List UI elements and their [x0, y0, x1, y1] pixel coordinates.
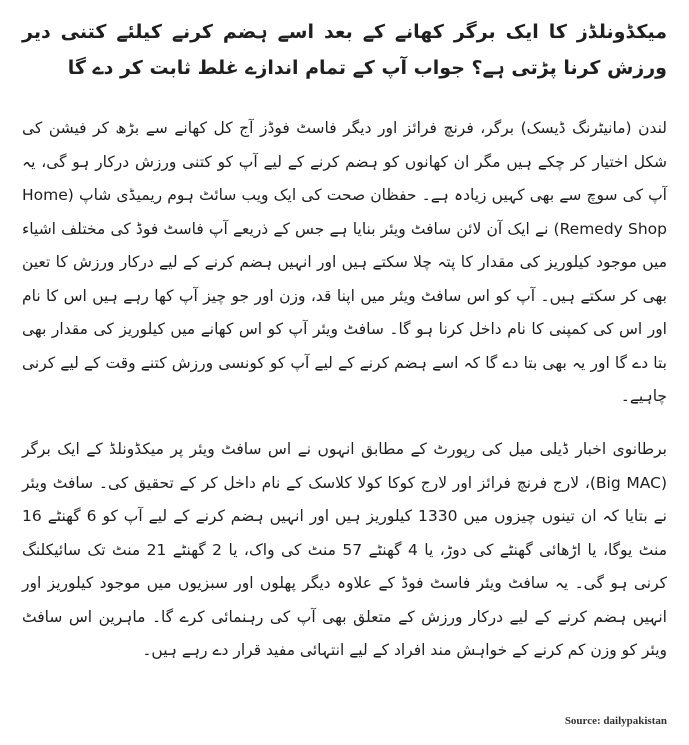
source-credit: Source: dailypakistan	[564, 715, 667, 727]
article-headline: میکڈونلڈز کا ایک برگر کھانے کے بعد اسے ہضم کرنے کیلئے کتنی دیر ورزش کرنا پڑتی ہے؟ جواب آپ کے تمام اندازے غلط ثابت کر دے گا	[22, 21, 667, 79]
article-paragraph-1: لندن (مانیٹرنگ ڈیسک) برگر، فرنچ فرائز اور دیگر فاسٹ فوڈز آج کل کھانے سے بڑھ کر فیشن کی شکل اختیار کر چکے ہیں مگر ان کھانوں کو ہضم کرنے کے لیے آپ کو کتنی ورزش درکار ہو گی، یہ آپ کی سوچ سے بھی کہیں زیادہ ہے۔ حفظان صحت کی ایک ویب سائٹ ہوم ریمیڈی شاپ (Home Remedy Shop) نے ایک آن لائن سافٹ ویئر بنایا ہے جس کے ذریعے آپ فاسٹ فوڈ کی مختلف اشیاء میں موجود کیلوریز کی مقدار کا پتہ چلا سکتے ہیں اور انہیں ہضم کرنے کے لیے درکار ورزش کا تعین بھی کر سکتے ہیں۔ آپ کو اس سافٹ ویئر میں اپنا قد، وزن اور جو چیز آپ کھا رہے ہیں اس کا نام اور اس کی کمپنی کا نام داخل کرنا ہو گا۔ سافٹ ویئر آپ کو اس کھانے میں کیلوریز کی مقدار بھی بتا دے گا اور یہ بھی بتا دے گا کہ اسے ہضم کرنے کے لیے آپ کو کونسی ورزش کتنے وقت کے لیے کرنی چاہیے۔	[22, 119, 667, 405]
article-paragraph-2: برطانوی اخبار ڈیلی میل کی رپورٹ کے مطابق انہوں نے اس سافٹ ویئر پر میکڈونلڈ کے ایک برگر (Big MAC)، لارج فرنچ فرائز اور لارج کوکا کولا کلاسک کے نام داخل کر کے تحقیق کی۔ سافٹ ویئر نے بتایا کہ ان تینوں چیزوں میں 1330 کیلوریز ہیں اور انہیں ہضم کرنے کے لیے آپ کو 6 گھنٹے 16 منٹ یوگا، یا اڑھائی گھنٹے کی دوڑ، یا 4 گھنٹے 57 منٹ کی واک، یا 2 گھنٹے 21 منٹ تک سائیکلنگ کرنی ہو گی۔ یہ سافٹ ویئر فاسٹ فوڈ کے علاوہ دیگر پھلوں اور سبزیوں میں موجود کیلوریز اور انہیں ہضم کرنے کے لیے درکار ورزش کے متعلق بھی آپ کی رہنمائی کرے گا۔ ماہرین اس سافٹ ویئر کو وزن کم کرنے کے خواہش مند افراد کے لیے انتہائی مفید قرار دے رہے ہیں۔	[22, 440, 667, 659]
article	[22, 0, 667, 745]
